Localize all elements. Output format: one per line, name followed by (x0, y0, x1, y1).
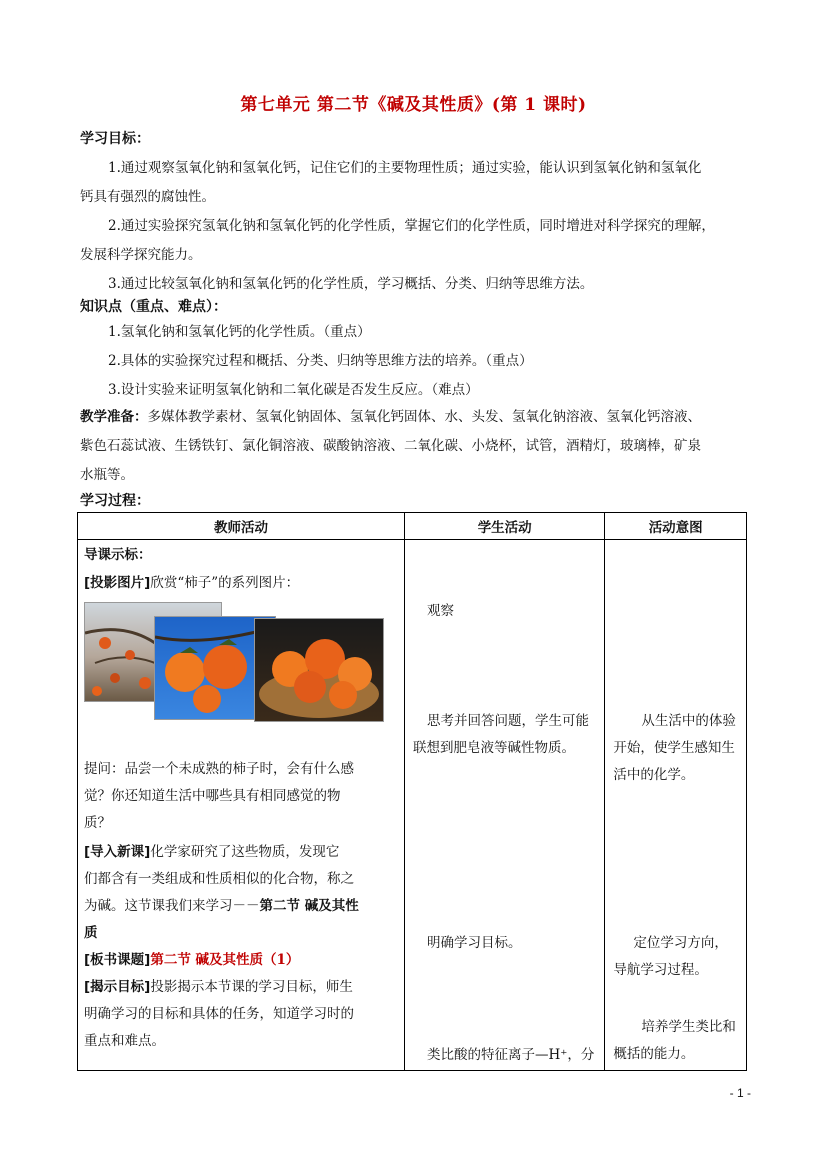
knowledge-2: 2.具体的实验探究过程和概括、分类、归纳等思维方法的培养。（重点） (108, 353, 533, 369)
persimmon-basket-photo (254, 618, 384, 722)
objective-1-line2: 钙具有强烈的腐蚀性。 (80, 189, 215, 205)
objective-3: 3.通过比较氢氧化钠和氢氧化钙的化学性质，学习概括、分类、归纳等思维方法。 (108, 276, 594, 292)
teaching-prep (80, 403, 750, 490)
question-line3: 质？ (84, 815, 111, 831)
new-lesson-bold: 第二节 碱及其性 (259, 898, 359, 914)
projection-line (84, 570, 299, 597)
student-analog: 类比酸的特征离子—H⁺，分 (427, 1047, 595, 1063)
prep-line2: 紫色石蕊试液、生锈铁钉、氯化铜溶液、碳酸钠溶液、二氧化碳、小烧杯，试管，酒精灯，玻璃棒，矿泉 (80, 438, 701, 454)
knowledge-heading: 知识点（重点、难点）： (80, 299, 227, 315)
new-lesson-line1 (84, 839, 339, 866)
objectives-heading: 学习目标： (80, 131, 150, 147)
new-lesson-line2: 们都含有一类组成和性质相似的化合物，称之 (84, 871, 354, 887)
intent-train-line2: 概括的能力。 (613, 1046, 695, 1062)
intent-cell (605, 540, 747, 1071)
objective-1-line1: 1.通过观察氢氧化钠和氢氧化钙，记住它们的主要物理性质；通过实验，能认识到氢氧化钠和氢氧化 (108, 160, 702, 176)
intent-life-line1: 从生活中的体验 (641, 713, 736, 729)
intent-train-line1: 培养学生类比和 (641, 1019, 736, 1035)
header-student: 学生活动 (405, 513, 605, 540)
student-cell (405, 540, 605, 1071)
intro-label: 导课示标： (84, 547, 152, 563)
objective-2-line2: 发展科学探究能力。 (80, 247, 202, 263)
new-lesson-tag: [导入新课] (84, 844, 151, 860)
page-title: 第七单元 第二节《碱及其性质》(第 1 课时) (240, 95, 587, 115)
goal-line2: 明确学习的目标和具体的任务，知道学习时的 (84, 1006, 354, 1022)
goal-text1: 投影揭示本节课的学习目标，师生 (150, 979, 353, 995)
objective-2-line1: 2.通过实验探究氢氧化钠和氢氧化钙的化学性质，掌握它们的化学性质，同时增进对科学探究的理解， (108, 218, 715, 234)
process-heading: 学习过程： (80, 493, 150, 509)
prep-line3: 水瓶等。 (80, 467, 134, 483)
question-line1: 提问：品尝一个未成熟的柿子时，会有什么感 (84, 761, 354, 777)
intent-position-line2: 导航学习过程。 (613, 962, 708, 978)
goal-line1 (84, 974, 353, 1001)
knowledge-1: 1.氢氧化钠和氢氧化钙的化学性质。（重点） (108, 324, 371, 340)
board-tag: [板书课题] (84, 952, 151, 968)
projection-tag: [投影图片] (84, 575, 151, 591)
new-lesson-line4: 质 (84, 925, 98, 941)
teacher-cell (78, 540, 405, 1071)
student-observe: 观察 (427, 603, 454, 619)
board-title: 第二节 碱及其性质（1） (150, 952, 300, 968)
student-think-line2: 联想到肥皂液等碱性物质。 (413, 740, 575, 756)
page-number: - 1 - (729, 1086, 751, 1100)
student-think-line1: 思考并回答问题，学生可能 (427, 713, 589, 729)
header-teacher: 教师活动 (78, 513, 405, 540)
intent-life-line2: 开始，使学生感知生 (613, 740, 735, 756)
intent-position-line1: 定位学习方向， (633, 935, 728, 951)
header-intent: 活动意图 (605, 513, 747, 540)
new-lesson-text1: 化学家研究了这些物质，发现它 (150, 844, 340, 860)
prep-label: 教学准备： (80, 409, 148, 425)
new-lesson-line3 (84, 893, 359, 920)
intent-life-line3: 活中的化学。 (613, 767, 695, 783)
knowledge-list (80, 318, 750, 405)
student-goal: 明确学习目标。 (427, 935, 522, 951)
projection-text: 欣赏“柿子”的系列图片： (150, 575, 300, 591)
process-table (77, 512, 747, 1071)
objectives-list (80, 154, 750, 299)
board-line (84, 947, 299, 974)
knowledge-3: 3.设计实验来证明氢氧化钠和二氧化碳是否发生反应。（难点） (108, 382, 479, 398)
persimmon-basket-image (255, 619, 383, 721)
question-line2: 觉？你还知道生活中哪些具有相同感觉的物 (84, 788, 341, 804)
goal-line3: 重点和难点。 (84, 1033, 165, 1049)
prep-line1: 多媒体教学素材、氢氧化钠固体、氢氧化钙固体、水、头发、氢氧化钠溶液、氢氧化钙溶液、 (147, 409, 701, 425)
new-lesson-text3: 为碱。这节课我们来学习－－ (84, 898, 260, 914)
goal-tag: [揭示目标] (84, 979, 151, 995)
